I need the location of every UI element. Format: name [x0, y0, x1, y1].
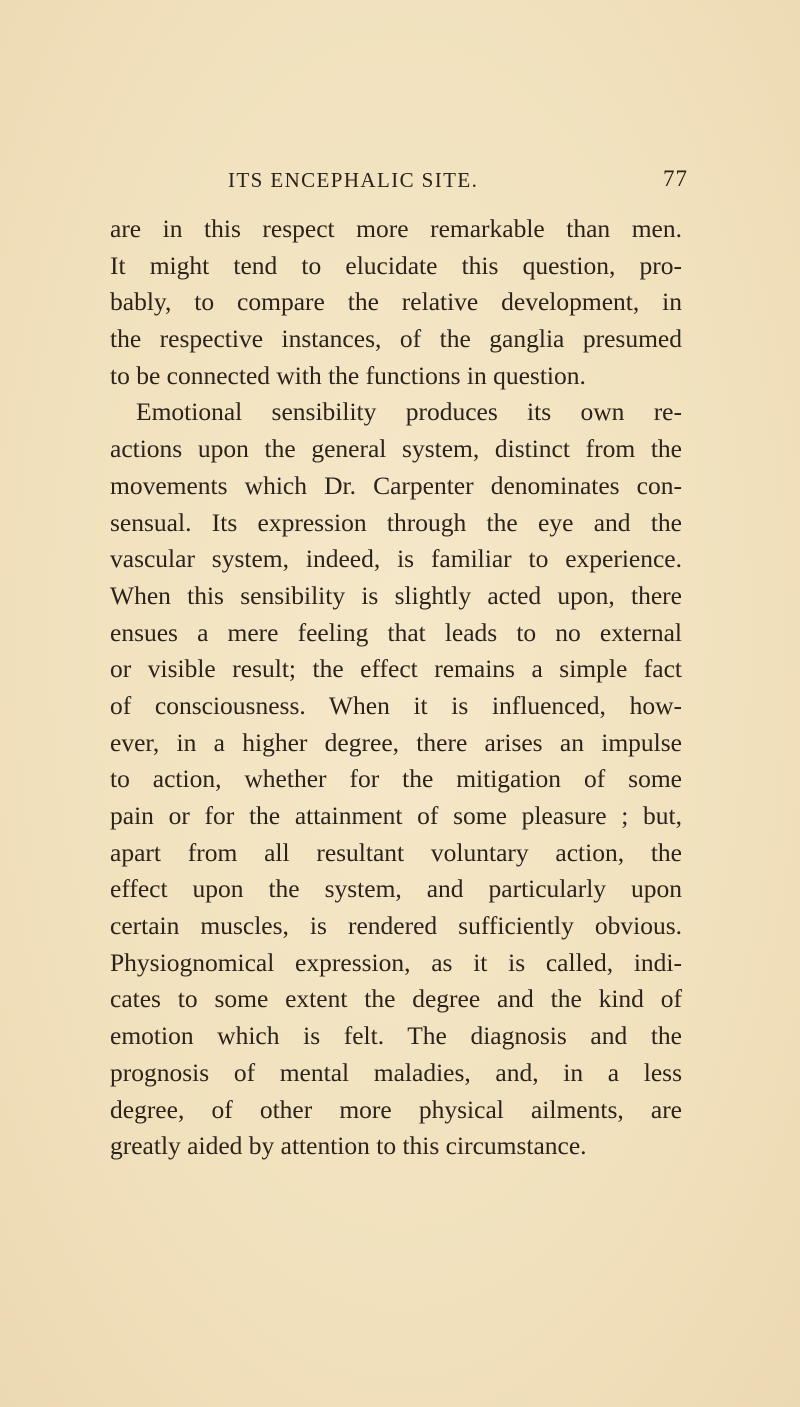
text-line: certain muscles, is rendered sufficiently obvious.: [110, 911, 682, 941]
text-line: degree, of other more physical ailments, are: [110, 1094, 682, 1124]
text-line: Emotional sensibility produces its own re-: [136, 397, 682, 427]
text-line: When this sensibility is slightly acted upon, there: [110, 580, 682, 610]
text-line: are in this respect more remarkable than men.: [110, 214, 682, 243]
text-line: the respective instances, of the ganglia presumed: [110, 324, 682, 354]
text-line: vascular system, indeed, is familiar to experience.: [110, 544, 682, 574]
text-line: prognosis of mental maladies, and, in a less: [110, 1057, 682, 1087]
page-header: [228, 168, 688, 198]
text-line: of consciousness. When it is influenced, how-: [110, 690, 682, 720]
text-line: ever, in a higher degree, there arises an impulse: [110, 727, 682, 757]
text-line: effect upon the system, and particularly upon: [110, 874, 682, 904]
text-line: ensues a mere feeling that leads to no external: [110, 617, 682, 647]
text-line: actions upon the general system, distinct from the: [110, 434, 682, 464]
text-line: cates to some extent the degree and the kind of: [110, 984, 682, 1014]
body-text: [110, 211, 682, 1165]
text-line: movements which Dr. Carpenter denominates con-: [110, 470, 682, 500]
text-line: bably, to compare the relative development, in: [110, 287, 682, 317]
text-line: greatly aided by attention to this circumstance.: [110, 1131, 587, 1161]
text-line: apart from all resultant voluntary action, the: [110, 837, 682, 867]
page-number: 77: [663, 166, 688, 191]
text-line: emotion which is felt. The diagnosis and the: [110, 1021, 682, 1051]
text-line: to action, whether for the mitigation of some: [110, 764, 682, 794]
text-line: sensual. Its expression through the eye and the: [110, 507, 682, 537]
text-line: Physiognomical expression, as it is called, indi-: [110, 947, 682, 977]
text-line: or visible result; the effect remains a simple fact: [110, 654, 682, 684]
text-line: It might tend to elucidate this question, pro-: [110, 250, 682, 280]
text-line: to be connected with the functions in question.: [110, 360, 586, 390]
text-line: pain or for the attainment of some pleasure ; but,: [110, 801, 682, 830]
running-head: ITS ENCEPHALIC SITE.: [228, 168, 479, 192]
